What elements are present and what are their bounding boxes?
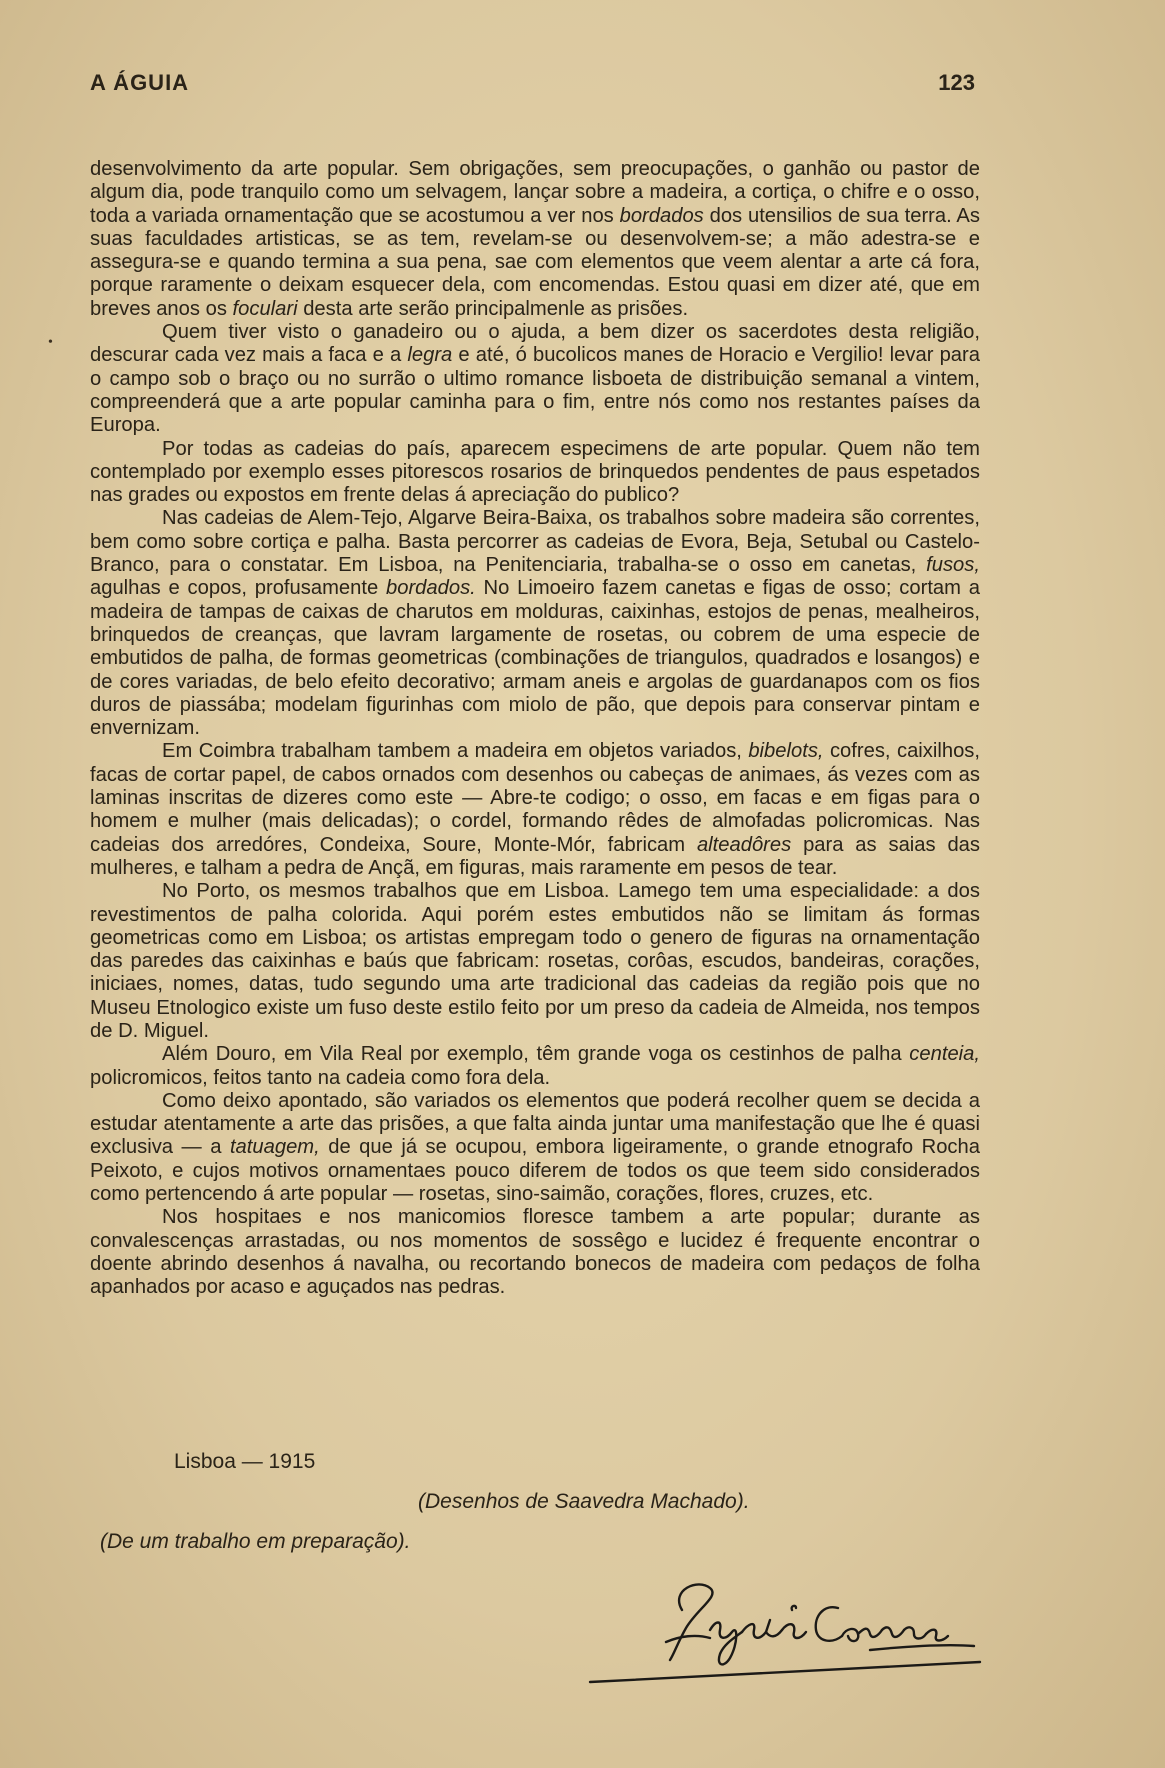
text-run: desta arte serão principalmenle as prisões. <box>297 297 689 320</box>
paragraph <box>90 1090 980 1206</box>
text-run: Nas cadeias de Alem-Tejo, Algarve Beira-Baixa, os trabalhos sobre madeira são correntes, bem como sobre cortiça e palha. Basta percorrer as cadeias de Evora, Beja, Setubal ou Castelo-Branco, para o constatar. Em Lisboa, na Penitenciaria, trabalha-se o osso em canetas, <box>90 507 980 577</box>
place-date: Lisboa — 1915 <box>174 1450 316 1473</box>
paragraph <box>90 1206 980 1299</box>
italic-term: bordados <box>619 204 704 227</box>
text-run: No Limoeiro fazem canetas e figas de osso; cortam a madeira de tampas de caixas de charutos em molduras, caixinhas, estojos de penas, mealheiros, brinquedos de creanças, que lavram largamente de rosetas, ou cobrem de uma especie de embutidos de palha, de formas geometricas (combinações de triangulos, quadrados e losangos) e de cores variadas, de belo efeito decorativo; armam aneis e argolas de guardanapos com os fios duros de piassába; modelam figurinhas com miolo de pão, que depois para conservar pintam e envernizam. <box>90 577 980 740</box>
text-run: e até, ó bucolicos manes de Horacio e Vergilio! levar para o campo sob o braço ou no surrão o ultimo romance lisboeta de distribuição semanal a vintem, compreenderá que a arte popular caminha para o fim, entre nós como nos restantes países da Europa. <box>90 344 980 437</box>
page-header <box>90 70 975 96</box>
text-run: Quem tiver visto o ganadeiro ou o ajuda, a bem dizer os sacerdotes desta religião, descurar cada vez mais a faca e a <box>90 321 980 367</box>
paragraph <box>90 507 980 740</box>
paragraph <box>90 321 980 437</box>
text-run: cofres, caixilhos, facas de cortar papel, de cabos ornados com desenhos ou cabeças de animaes, ás vezes com as laminas inscritas de dizeres como este — Abre-te codigo; o osso, em facas e em figas para o homem e mulher (mais delicadas); o cordel, formando rêdes de almofadas policromicas. Nas cadeias dos arredóres, Condeixa, Soure, Monte-Mór, fabricam <box>90 740 980 856</box>
signature-drawing <box>570 1550 990 1700</box>
margin-mark: • <box>48 335 53 350</box>
paragraph <box>90 438 980 508</box>
running-title: A ÁGUIA <box>90 70 190 95</box>
text-run: para as saias das mulheres, e talham a pedra de Ançã, em figuras, mais raramente em pesos de tear. <box>90 833 980 879</box>
text-run: Por todas as cadeias do país, aparecem especimens de arte popular. Quem não tem contemplado por exemplo esses pitorescos rosarios de brinquedos pendentes de paus espetados nas grades ou expostos em frente delas á apreciação do publico? <box>90 437 980 507</box>
drawings-credit: (Desenhos de Saavedra Machado). <box>418 1490 750 1513</box>
text-run: Nos hospitaes e nos manicomios floresce tambem a arte popular; durante as convalescenças arrastadas, ou nos momentos de sossêgo e lucidez é frequente encontrar o doente abrindo desenhos á navalha, ou recortando bonecos de madeira com pedaços de folha apanhados por acaso e aguçados nas pedras. <box>90 1206 980 1299</box>
author-signature <box>570 1550 990 1705</box>
text-run: Em Coimbra trabalham tambem a madeira em objetos variados, <box>162 740 749 763</box>
paragraph <box>90 880 980 1043</box>
text-run: No Porto, os mesmos trabalhos que em Lisboa. Lamego tem uma especialidade: a dos revestimentos de palha colorida. Aqui porém estes embutidos não se limitam ás formas geometricas como em Lisboa; os artistas empregam todo o genero de figuras na ornamentação das paredes das caixinhas e baús que fabricam: rosetas, corôas, escudos, bandeiras, corações, iniciaes, nomes, datas, tudo segundo uma arte tradicional das cadeias da região pois que no Museu Etnologico existe um fuso deste estilo feito por um preso da cadeia de Almeida, nos tempos de D. Miguel. <box>90 880 980 1042</box>
paragraph <box>90 740 980 880</box>
text-run: policromicos, feitos tanto na cadeia como fora dela. <box>90 1066 551 1089</box>
text-run: desenvolvimento da arte popular. Sem obrigações, sem preocupações, o ganhão ou pastor de algum dia, pode tranquilo como um selvagem, lançar sobre a madeira, a cortiça, o chifre e o osso, toda a variada ornamentação que se acostumou a ver nos <box>90 158 980 227</box>
italic-term: bibelots, <box>748 740 824 763</box>
text-run: dos utensilios de sua terra. As suas faculdades artisticas, se as tem, revelam-se ou desenvolvem-se; a mão adestra-se e assegura-se e quando termina a sua pena, sae com elementos que veem alentar a arte cá fora, porque raramente o deixam esquecer dela, com encomendas. Estou quasi em dizer até, que em breves anos os <box>90 204 980 320</box>
page-number: 123 <box>938 70 975 95</box>
text-run: agulhas e copos, profusamente <box>90 577 386 600</box>
italic-term: fusos, <box>926 554 980 577</box>
italic-term: bordados. <box>385 577 476 600</box>
paragraph <box>90 1043 980 1090</box>
text-run: de que já se ocupou, embora ligeiramente, o grande etnografo Rocha Peixoto, e cujos motivos ornamentaes pouco diferem de todos os que teem sido considerados como pertencendo á arte popular — rosetas, sino-saimão, corações, flores, cruzes, etc. <box>90 1136 980 1206</box>
italic-term: alteadôres <box>696 833 792 856</box>
paragraph <box>90 158 980 321</box>
italic-term: centeia, <box>909 1043 980 1066</box>
work-note: (De um trabalho em preparação). <box>100 1530 411 1553</box>
italic-term: legra <box>407 344 453 367</box>
italic-term: tatuagem, <box>229 1136 320 1159</box>
text-run: Além Douro, em Vila Real por exemplo, têm grande voga os cestinhos de palha <box>162 1043 910 1066</box>
italic-term: foculari <box>232 297 298 320</box>
article-body <box>90 158 980 1300</box>
text-run: Como deixo apontado, são variados os elementos que poderá recolher quem se decida a estudar atentamente a arte das prisões, a que falta ainda juntar uma manifestação que lhe é quasi exclusiva — a <box>90 1089 980 1159</box>
